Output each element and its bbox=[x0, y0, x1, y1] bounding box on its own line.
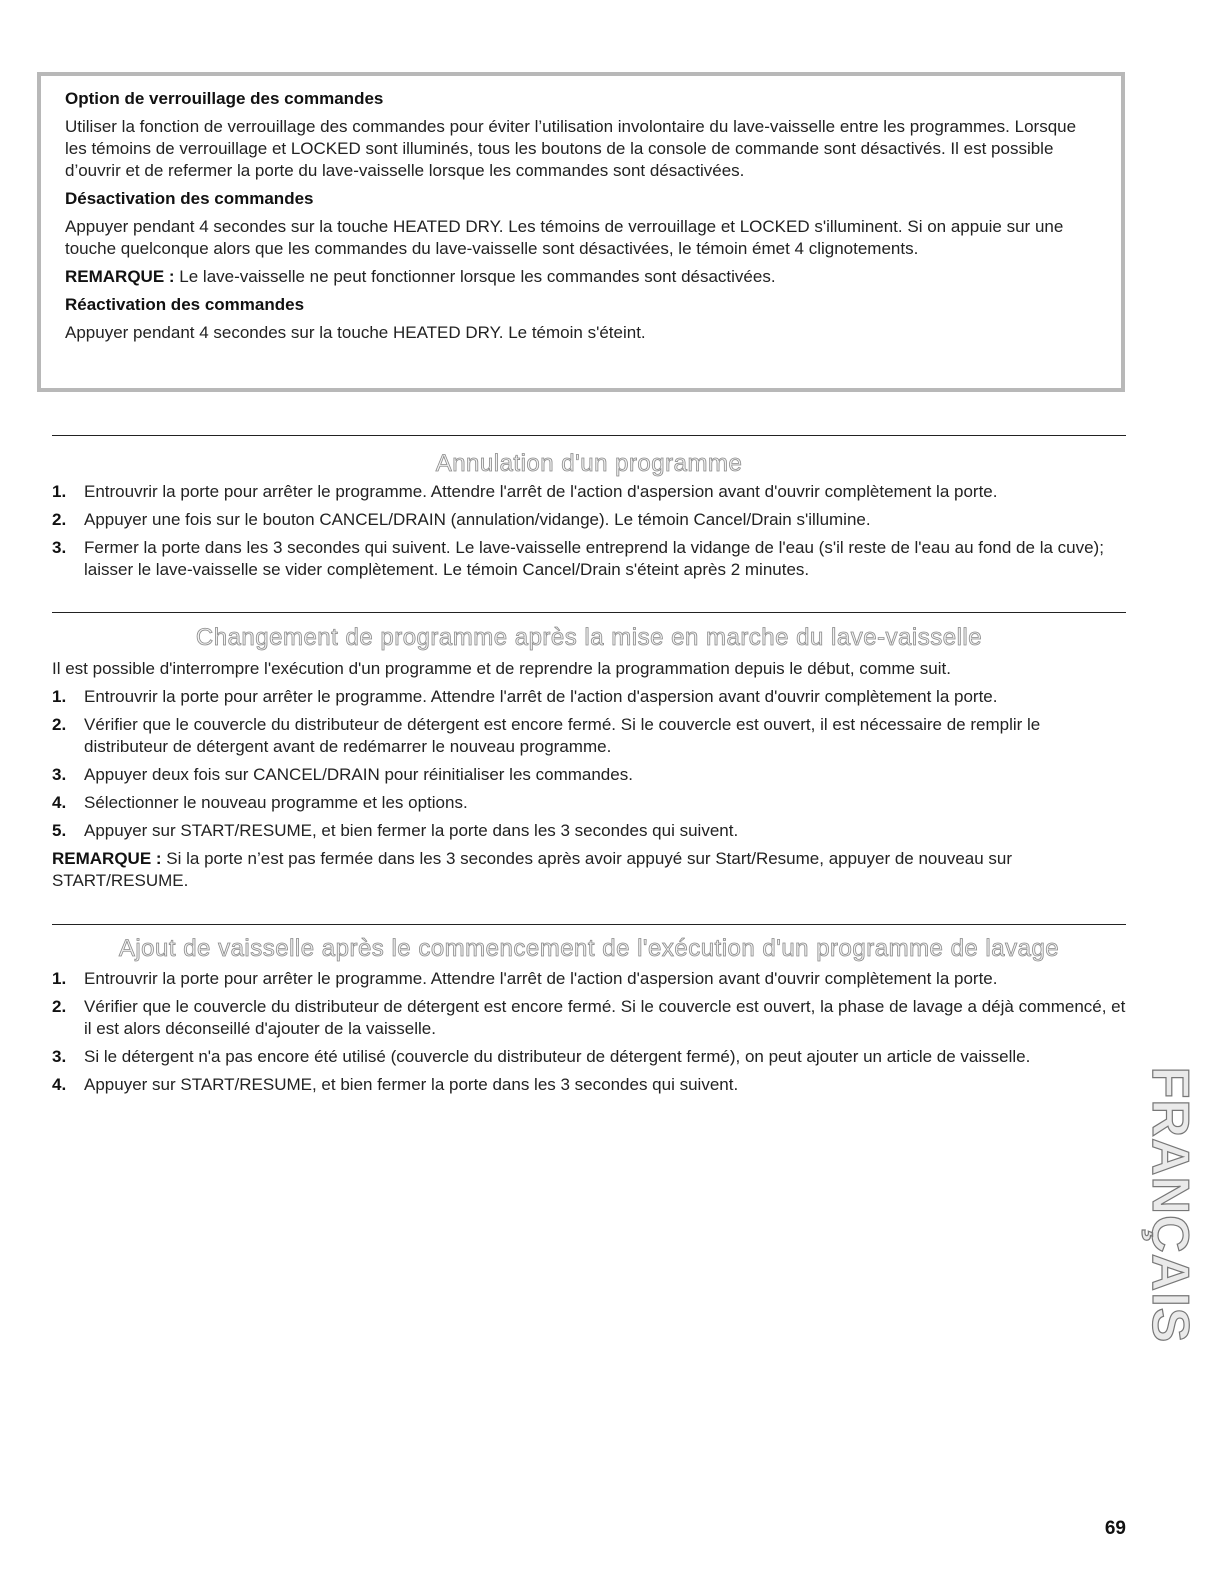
step-text: Sélectionner le nouveau programme et les options. bbox=[84, 793, 468, 812]
list-item bbox=[52, 820, 1126, 842]
control-lock-intro: Utiliser la fonction de verrouillage des commandes pour éviter l’utilisation involontaire du lave-vaisselle entre les programmes. Lorsque les témoins de verrouillage et LOCKED sont illuminés, tous les boutons de la console de commande sont désactivés. Il est possible d’ouvrir et de refermer la porte du lave-vaisselle lorsque les commandes sont désactivées. bbox=[65, 117, 1077, 180]
cancel-steps bbox=[52, 481, 1126, 581]
add-steps bbox=[52, 968, 1126, 1096]
deactivate-text: Appuyer pendant 4 secondes sur la touche HEATED DRY. Les témoins de verrouillage et LOCKED s'illuminent. Si on appuie sur une touche quelconque alors que les commandes du lave-vaisselle sont désactivées, le témoin émet 4 clignotements. bbox=[65, 217, 1064, 258]
list-item bbox=[52, 537, 1126, 581]
step-number: 2. bbox=[52, 510, 67, 529]
control-lock-content bbox=[65, 88, 1101, 350]
step-number: 4. bbox=[52, 1075, 67, 1094]
lock-note-text: Le lave-vaisselle ne peut fonctionner lorsque les commandes sont désactivées. bbox=[174, 267, 776, 286]
step-text: Vérifier que le couvercle du distributeur de détergent est encore fermé. Si le couvercle est ouvert, la phase de lavage a déjà commencé, et il est alors déconseillé d'ajouter de la vaisselle. bbox=[84, 997, 1126, 1038]
step-number: 1. bbox=[52, 687, 67, 706]
add-section-body bbox=[52, 968, 1126, 1102]
list-item bbox=[52, 1074, 1126, 1096]
step-number: 3. bbox=[52, 765, 67, 784]
step-text: Entrouvrir la porte pour arrêter le programme. Attendre l'arrêt de l'action d'aspersion avant d'ouvrir complètement la porte. bbox=[84, 482, 998, 501]
change-note bbox=[52, 848, 1126, 892]
control-lock-box bbox=[37, 72, 1125, 392]
cancel-section-title: Annulation d'un programme bbox=[435, 450, 743, 477]
step-text: Si le détergent n'a pas encore été utilisé (couvercle du distributeur de détergent fermé), on peut ajouter un article de vaisselle. bbox=[84, 1047, 1031, 1066]
section-divider bbox=[52, 612, 1126, 613]
step-number: 2. bbox=[52, 715, 67, 734]
list-item bbox=[52, 509, 1126, 531]
lock-note bbox=[65, 266, 1101, 288]
list-item bbox=[52, 792, 1126, 814]
list-item bbox=[52, 686, 1126, 708]
step-text: Appuyer une fois sur le bouton CANCEL/DRAIN (annulation/vidange). Le témoin Cancel/Drain s'illumine. bbox=[84, 510, 871, 529]
step-text: Vérifier que le couvercle du distributeur de détergent est encore fermé. Si le couvercle est ouvert, il est nécessaire de remplir le distributeur de détergent avant de redémarrer le nouveau programme. bbox=[84, 715, 1041, 756]
control-lock-heading: Option de verrouillage des commandes bbox=[65, 89, 384, 108]
step-number: 1. bbox=[52, 482, 67, 501]
reactivate-text: Appuyer pendant 4 secondes sur la touche HEATED DRY. Le témoin s'éteint. bbox=[65, 323, 646, 342]
section-divider bbox=[52, 435, 1126, 436]
section-divider bbox=[52, 924, 1126, 925]
language-side-tab bbox=[1140, 1060, 1200, 1350]
add-section-title: Ajout de vaisselle après le commencement de l'exécution d'un programme de lavage bbox=[118, 935, 1060, 962]
list-item bbox=[52, 764, 1126, 786]
step-text: Appuyer sur START/RESUME, et bien fermer la porte dans les 3 secondes qui suivent. bbox=[84, 1075, 739, 1094]
step-number: 5. bbox=[52, 821, 67, 840]
change-steps bbox=[52, 686, 1126, 842]
list-item bbox=[52, 996, 1126, 1040]
step-text: Fermer la porte dans les 3 secondes qui suivent. Le lave-vaisselle entreprend la vidange de l'eau (s'il reste de l'eau au fond de la cuve); laisser le lave-vaisselle se vider complètement. Le témoin Cancel/Drain s'éteint après 2 minutes. bbox=[84, 538, 1104, 579]
page-number: 69 bbox=[1104, 1518, 1126, 1539]
reactivate-heading: Réactivation des commandes bbox=[65, 295, 305, 314]
change-intro: Il est possible d'interrompre l'exécution d'un programme et de reprendre la programmation depuis le début, comme suit. bbox=[52, 659, 951, 678]
language-label: FRANÇAIS bbox=[1141, 1066, 1199, 1344]
change-section-body bbox=[52, 658, 1126, 898]
lock-note-label: REMARQUE : bbox=[65, 267, 175, 286]
step-text: Appuyer sur START/RESUME, et bien fermer la porte dans les 3 secondes qui suivent. bbox=[84, 821, 739, 840]
change-note-label: REMARQUE : bbox=[52, 849, 162, 868]
list-item bbox=[52, 1046, 1126, 1068]
step-number: 2. bbox=[52, 997, 67, 1016]
change-note-text: Si la porte n’est pas fermée dans les 3 secondes après avoir appuyé sur Start/Resume, appuyer de nouveau sur START/RESUME. bbox=[52, 849, 1013, 890]
step-number: 3. bbox=[52, 538, 67, 557]
step-number: 4. bbox=[52, 793, 67, 812]
change-section-title: Changement de programme après la mise en marche du lave-vaisselle bbox=[195, 624, 983, 651]
step-text: Entrouvrir la porte pour arrêter le programme. Attendre l'arrêt de l'action d'aspersion avant d'ouvrir complètement la porte. bbox=[84, 969, 998, 988]
list-item bbox=[52, 968, 1126, 990]
deactivate-heading: Désactivation des commandes bbox=[65, 189, 314, 208]
step-number: 1. bbox=[52, 969, 67, 988]
step-text: Entrouvrir la porte pour arrêter le programme. Attendre l'arrêt de l'action d'aspersion avant d'ouvrir complètement la porte. bbox=[84, 687, 998, 706]
step-number: 3. bbox=[52, 1047, 67, 1066]
list-item bbox=[52, 714, 1126, 758]
step-text: Appuyer deux fois sur CANCEL/DRAIN pour réinitialiser les commandes. bbox=[84, 765, 633, 784]
cancel-section-body bbox=[52, 481, 1126, 587]
list-item bbox=[52, 481, 1126, 503]
